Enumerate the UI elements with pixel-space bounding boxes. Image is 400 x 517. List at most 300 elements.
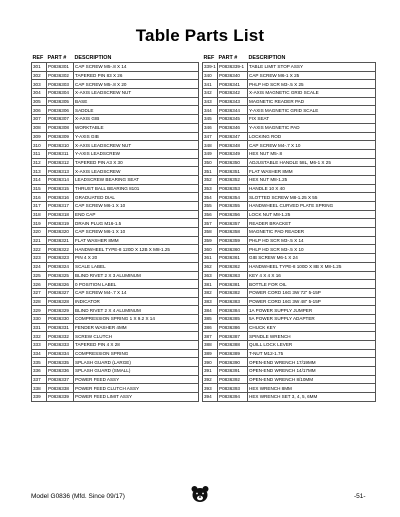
ref-cell: 394 <box>203 393 218 402</box>
table-row <box>203 175 376 184</box>
description-header: DESCRIPTION <box>74 55 112 61</box>
part-number-cell: P0836328 <box>47 297 74 306</box>
part-number-cell: P0836350 <box>218 158 248 167</box>
ref-cell: 352 <box>203 175 218 184</box>
ref-cell: 325 <box>32 271 47 280</box>
ref-cell: 330 <box>32 314 47 323</box>
table-row <box>203 184 376 193</box>
description-cell: HANDWHEEL TYPE-8 120D X 12B X M8-1.25 <box>74 245 199 254</box>
description-cell: MAGNETIC PAD READER <box>248 228 376 237</box>
description-cell: PHLP HD SCR M3-.5 X 25 <box>248 80 376 89</box>
description-cell: OPEN-END WRENCH 8/10MM <box>248 375 376 384</box>
part-number-cell: P0836314 <box>47 175 74 184</box>
table-row <box>203 393 376 402</box>
ref-cell: 359 <box>203 236 218 245</box>
part-number-cell: P0836335 <box>47 358 74 367</box>
description-cell: LOCKING ROD <box>248 132 376 141</box>
table-row <box>203 358 376 367</box>
description-cell: CAP SCREW M6-1 X 10 <box>74 228 199 237</box>
table-row <box>203 262 376 271</box>
part-number-cell: P0836308 <box>47 123 74 132</box>
table-row <box>203 375 376 384</box>
ref-cell: 334 <box>32 349 47 358</box>
table-row <box>32 367 199 376</box>
part-number-cell: P0836330 <box>47 314 74 323</box>
table-row <box>203 149 376 158</box>
ref-cell: 357 <box>203 219 218 228</box>
table-row <box>203 219 376 228</box>
ref-cell: 337 <box>32 375 47 384</box>
part-number-cell: P0836359 <box>218 236 248 245</box>
ref-cell: 319 <box>32 219 47 228</box>
table-row <box>32 349 199 358</box>
description-cell: FLAT WASHER 8MM <box>248 167 376 176</box>
table-row <box>32 271 199 280</box>
part-number-cell: P0836326 <box>47 280 74 289</box>
ref-cell: 392 <box>203 375 218 384</box>
table-row <box>32 297 199 306</box>
description-cell: POWER CORD 16G 3W 72" 5-15P <box>248 288 376 297</box>
bear-logo-icon <box>190 484 210 504</box>
description-cell: FLAT WASHER 8MM <box>74 236 199 245</box>
table-row <box>203 106 376 115</box>
ref-header: REF <box>32 55 44 61</box>
table-row <box>32 288 199 297</box>
description-cell: FENDER WASHER 4MM <box>74 323 199 332</box>
table-row <box>32 184 199 193</box>
part-number-cell: P0836392 <box>218 375 248 384</box>
description-cell: BOTTLE FOR OIL <box>248 280 376 289</box>
table-row <box>203 202 376 211</box>
table-row <box>32 106 199 115</box>
part-number-cell: P0836388 <box>218 341 248 350</box>
table-row <box>32 384 199 393</box>
description-cell: X-AXIS MAGNETIC GRID SCALE <box>248 89 376 98</box>
description-cell: X-AXIS LEADSCREW <box>74 167 199 176</box>
description-cell: COMPRESSION SPRING 1 X 9.2 X 14 <box>74 314 199 323</box>
ref-cell: 302 <box>32 71 47 80</box>
table-row <box>32 228 199 237</box>
description-cell: Y-AXIS MAGNETIC GRID SCALE <box>248 106 376 115</box>
description-cell: CAP SCREW M5-.8 X 20 <box>74 80 199 89</box>
part-number-cell: P0836309 <box>47 132 74 141</box>
part-number-cell: P0836303 <box>47 80 74 89</box>
description-cell: READER BRACKET <box>248 219 376 228</box>
table-row <box>32 210 199 219</box>
description-cell: BLIND RIVET 2 X 4 ALUMINUM <box>74 306 199 315</box>
ref-cell: 393 <box>203 384 218 393</box>
part-number-cell: P0836344 <box>218 106 248 115</box>
description-cell: SCALE LABEL <box>74 262 199 271</box>
part-number-cell: P0836322 <box>47 245 74 254</box>
description-cell: Y-AXIS GIB <box>74 132 199 141</box>
part-number-cell: P0836354 <box>218 193 248 202</box>
description-cell: T-NUT M12-1.75 <box>248 349 376 358</box>
ref-cell: 360 <box>203 245 218 254</box>
part-number-cell: P0836338 <box>47 384 74 393</box>
ref-cell: 303 <box>32 80 47 89</box>
part-number-cell: P0836345 <box>218 115 248 124</box>
table-header-row <box>203 54 376 63</box>
table-row <box>203 132 376 141</box>
description-cell: PHLP HD SCR M3-.5 X 10 <box>248 245 376 254</box>
description-cell: GIB SCREW M6-1 X 24 <box>248 254 376 263</box>
ref-cell: 350 <box>203 158 218 167</box>
table-row <box>203 97 376 106</box>
ref-cell: 347 <box>203 132 218 141</box>
table-row <box>203 123 376 132</box>
part-number-cell: P0836384 <box>218 306 248 315</box>
ref-cell: 317 <box>32 202 47 211</box>
description-cell: LEADSCREW BEARING SEAT <box>74 175 199 184</box>
table-row <box>32 167 199 176</box>
table-row <box>32 149 199 158</box>
ref-cell: 348 <box>203 141 218 150</box>
table-row <box>203 323 376 332</box>
ref-header: REF <box>203 55 215 61</box>
table-row <box>32 341 199 350</box>
description-cell: BASE <box>74 97 199 106</box>
table-row <box>203 210 376 219</box>
table-row <box>203 228 376 237</box>
part-number-cell: P0836316 <box>47 193 74 202</box>
description-cell: SLOTTED SCREW M8-1.25 X 55 <box>248 193 376 202</box>
table-row <box>203 236 376 245</box>
description-cell: ADJUSTABLE HANDLE 58L, M6-1 X 25 <box>248 158 376 167</box>
description-cell: THRUST BALL BEARING 8101 <box>74 184 199 193</box>
part-number-cell: P0836332 <box>47 332 74 341</box>
description-cell: X-AXIS LEADSCREW NUT <box>74 89 199 98</box>
ref-cell: 361 <box>203 254 218 263</box>
table-row <box>32 323 199 332</box>
description-cell: WORKTABLE <box>74 123 199 132</box>
description-cell: OPEN-END WRENCH 14/17MM <box>248 367 376 376</box>
part-number-cell: P0836301 <box>47 63 74 72</box>
ref-cell: 322 <box>32 245 47 254</box>
part-number-cell: P0836353 <box>218 184 248 193</box>
ref-cell: 311 <box>32 149 47 158</box>
description-cell: HEX NUT M8-1.25 <box>248 175 376 184</box>
description-cell: SADDLE <box>74 106 199 115</box>
table-row <box>32 80 199 89</box>
description-cell: HEX NUT M5-.8 <box>248 149 376 158</box>
part-number-cell: P0836306 <box>47 106 74 115</box>
part-number-cell: P0836348 <box>218 141 248 150</box>
ref-cell: 389 <box>203 349 218 358</box>
table-row <box>32 97 199 106</box>
ref-cell: 388 <box>203 341 218 350</box>
part-number-cell: P0836321 <box>47 236 74 245</box>
ref-cell: 309 <box>32 132 47 141</box>
part-number-cell: P0836363 <box>218 271 248 280</box>
ref-cell: 386 <box>203 323 218 332</box>
part-number-cell: P0836356 <box>218 210 248 219</box>
part-number-cell: P0836329 <box>47 306 74 315</box>
ref-cell: 332 <box>32 332 47 341</box>
table-row <box>32 245 199 254</box>
table-row <box>203 297 376 306</box>
description-cell: GRADUATED DIAL <box>74 193 199 202</box>
part-header: PART # <box>218 55 238 61</box>
table-row <box>203 349 376 358</box>
description-cell: POWER FEED CLUTCH ASSY <box>74 384 199 393</box>
ref-cell: 310 <box>32 141 47 150</box>
description-cell: CHUCK KEY <box>248 323 376 332</box>
table-row <box>203 271 376 280</box>
ref-cell: 346 <box>203 123 218 132</box>
part-number-cell: P0836389 <box>218 349 248 358</box>
ref-cell: 312 <box>32 158 47 167</box>
table-row <box>203 158 376 167</box>
part-number-cell: P0836312 <box>47 158 74 167</box>
page-number: -51- <box>354 493 366 500</box>
page-title: Table Parts List <box>135 26 265 45</box>
description-cell: CAP SCREW M5-.8 X 14 <box>74 63 199 72</box>
ref-cell: 329 <box>32 306 47 315</box>
description-cell: 5A POWER SUPPLY ADAPTER <box>248 314 376 323</box>
description-cell: POWER CORD 16G 3W 48" 5-15P <box>248 297 376 306</box>
part-number-cell: P0836361 <box>218 254 248 263</box>
description-cell: FIX SEAT <box>248 115 376 124</box>
ref-cell: 382 <box>203 288 218 297</box>
ref-cell: 333 <box>32 341 47 350</box>
description-cell: PIN 4 X 20 <box>74 254 199 263</box>
table-row <box>32 314 199 323</box>
description-cell: PHLP HD SCR M3-.5 X 14 <box>248 236 376 245</box>
table-row <box>32 115 199 124</box>
ref-cell: 314 <box>32 175 47 184</box>
description-cell: HEX WRENCH SET 3, 4, 5, 6MM <box>248 393 376 402</box>
table-row <box>203 288 376 297</box>
table-row <box>32 123 199 132</box>
ref-cell: 327 <box>32 288 47 297</box>
ref-cell: 320 <box>32 228 47 237</box>
part-number-cell: P0836393 <box>218 384 248 393</box>
ref-cell: 387 <box>203 332 218 341</box>
description-cell: Y-AXIS LEADSCREW <box>74 149 199 158</box>
ref-cell: 331 <box>32 323 47 332</box>
ref-cell: 354 <box>203 193 218 202</box>
ref-cell: 339 <box>32 393 47 402</box>
ref-cell: 341 <box>203 80 218 89</box>
table-row <box>203 141 376 150</box>
ref-cell: 358 <box>203 228 218 237</box>
description-cell: HANDWHEEL TYPE-8 100D X 8B X M8-1.25 <box>248 262 376 271</box>
description-cell: HANDLE 10 X 40 <box>248 184 376 193</box>
ref-cell: 351 <box>203 167 218 176</box>
ref-cell: 328 <box>32 297 47 306</box>
ref-cell: 335 <box>32 358 47 367</box>
ref-cell: 353 <box>203 184 218 193</box>
ref-cell: 323 <box>32 254 47 263</box>
ref-cell: 343 <box>203 97 218 106</box>
table-row <box>32 254 199 263</box>
description-cell: MAGNETIC READER PAD <box>248 97 376 106</box>
table-row <box>203 341 376 350</box>
table-row <box>203 193 376 202</box>
part-number-cell: P0836304 <box>47 89 74 98</box>
ref-cell: 344 <box>203 106 218 115</box>
part-number-cell: P0836334 <box>47 349 74 358</box>
ref-cell: 304 <box>32 89 47 98</box>
ref-cell: 355 <box>203 202 218 211</box>
part-number-cell: P0836317 <box>47 202 74 211</box>
table-row <box>203 167 376 176</box>
table-row <box>32 219 199 228</box>
part-number-cell: P0836382 <box>218 288 248 297</box>
table-row <box>32 132 199 141</box>
ref-cell: 307 <box>32 115 47 124</box>
part-number-cell: P0836323 <box>47 254 74 263</box>
description-cell: POWER FEED ASSY <box>74 375 199 384</box>
description-cell: OPEN-END WRENCH 17/19MM <box>248 358 376 367</box>
ref-cell: 381 <box>203 280 218 289</box>
part-number-cell: P0836385 <box>218 314 248 323</box>
ref-cell: 385 <box>203 314 218 323</box>
table-row <box>32 158 199 167</box>
part-number-cell: P0836347 <box>218 132 248 141</box>
description-cell: KEY 4 X 4 X 16 <box>248 271 376 280</box>
part-number-cell: P0836333 <box>47 341 74 350</box>
part-number-cell: P0836302 <box>47 71 74 80</box>
ref-cell: 342 <box>203 89 218 98</box>
ref-cell: 305 <box>32 97 47 106</box>
table-row <box>32 89 199 98</box>
ref-cell: 326 <box>32 280 47 289</box>
description-cell: TAPERED PIN 4 X 28 <box>74 341 199 350</box>
description-cell: SCREW CLUTCH <box>74 332 199 341</box>
part-number-cell: P0836318 <box>47 210 74 219</box>
description-cell: TAPERED PIN A3 X 30 <box>74 158 199 167</box>
part-header: PART # <box>47 55 67 61</box>
ref-cell: 313 <box>32 167 47 176</box>
description-cell: TAPERED PIN 83 X 26 <box>74 71 199 80</box>
part-number-cell: P0836383 <box>218 297 248 306</box>
part-number-cell: P0836339-1 <box>218 63 248 72</box>
part-number-cell: P0836325 <box>47 271 74 280</box>
table-row <box>203 254 376 263</box>
part-number-cell: P0836390 <box>218 358 248 367</box>
table-row <box>203 63 376 72</box>
ref-cell: 338 <box>32 384 47 393</box>
part-number-cell: P0836341 <box>218 80 248 89</box>
table-row <box>32 393 199 402</box>
table-row <box>203 384 376 393</box>
ref-cell: 339-1 <box>204 64 216 70</box>
part-number-cell: P0836360 <box>218 245 248 254</box>
part-number-cell: P0836351 <box>218 167 248 176</box>
parts-table-left <box>31 54 199 402</box>
parts-table-right <box>202 54 376 402</box>
table-row <box>203 367 376 376</box>
table-row <box>203 314 376 323</box>
table-row <box>32 175 199 184</box>
description-header: DESCRIPTION <box>248 55 286 61</box>
description-cell: QUILL LOCK LEVER <box>248 341 376 350</box>
table-row <box>32 306 199 315</box>
ref-cell: 356 <box>203 210 218 219</box>
description-cell: HEX WRENCH 8MM <box>248 384 376 393</box>
ref-cell: 321 <box>32 236 47 245</box>
part-number-cell: P0836313 <box>47 167 74 176</box>
table-row <box>32 202 199 211</box>
part-number-cell: P0836337 <box>47 375 74 384</box>
table-row <box>32 280 199 289</box>
table-row <box>32 262 199 271</box>
table-row <box>32 63 199 72</box>
table-row <box>203 80 376 89</box>
part-number-cell: P0836362 <box>218 262 248 271</box>
ref-cell: 345 <box>203 115 218 124</box>
description-cell: 1A POWER SUPPLY JUMPER <box>248 306 376 315</box>
ref-cell: 363 <box>203 271 218 280</box>
ref-cell: 318 <box>32 210 47 219</box>
table-row <box>203 332 376 341</box>
description-cell: X-AXIS GIB <box>74 115 199 124</box>
part-number-cell: P0836386 <box>218 323 248 332</box>
ref-cell: 315 <box>32 184 47 193</box>
ref-cell: 308 <box>32 123 47 132</box>
part-number-cell: P0836305 <box>47 97 74 106</box>
part-number-cell: P0836357 <box>218 219 248 228</box>
table-row <box>32 193 199 202</box>
ref-cell: 383 <box>203 297 218 306</box>
ref-cell: 316 <box>32 193 47 202</box>
description-cell: TABLE LIMIT STOP ASSY <box>248 63 376 72</box>
table-row <box>32 358 199 367</box>
description-cell: INDICATOR <box>74 297 199 306</box>
table-row <box>203 306 376 315</box>
ref-cell: 391 <box>203 367 218 376</box>
table-header-row <box>32 54 199 63</box>
ref-cell: 336 <box>32 367 47 376</box>
table-row <box>32 71 199 80</box>
part-number-cell: P0836352 <box>218 175 248 184</box>
ref-cell: 349 <box>203 149 218 158</box>
description-cell: CAP SCREW M6-1 X 25 <box>248 71 376 80</box>
ref-cell: 390 <box>203 358 218 367</box>
table-row <box>203 115 376 124</box>
ref-cell: 324 <box>32 262 47 271</box>
part-number-cell: P0836387 <box>218 332 248 341</box>
description-cell: POWER FEED LIMIT ASSY <box>74 393 199 402</box>
ref-cell: 340 <box>203 71 218 80</box>
part-number-cell: P0836381 <box>218 280 248 289</box>
description-cell: BLIND RIVET 2 X 3 ALUMINUM <box>74 271 199 280</box>
description-cell: 0 POSITION LABEL <box>74 280 199 289</box>
part-number-cell: P0836320 <box>47 228 74 237</box>
part-number-cell: P0836336 <box>47 367 74 376</box>
part-number-cell: P0836311 <box>47 149 74 158</box>
part-number-cell: P0836342 <box>218 89 248 98</box>
table-row <box>32 375 199 384</box>
table-row <box>203 89 376 98</box>
part-number-cell: P0836340 <box>218 71 248 80</box>
description-cell: DRAIN PLUG M16-1.5 <box>74 219 199 228</box>
part-number-cell: P0836310 <box>47 141 74 150</box>
description-cell: HANDWHEEL CURVED PLATE SPRING <box>248 202 376 211</box>
table-row <box>203 245 376 254</box>
part-number-cell: P0836358 <box>218 228 248 237</box>
table-row <box>32 236 199 245</box>
description-cell: SPLASH GUARD (LARGE) <box>74 358 199 367</box>
description-cell: SPINDLE WRENCH <box>248 332 376 341</box>
ref-cell: 384 <box>203 306 218 315</box>
table-row <box>203 280 376 289</box>
table-row <box>32 332 199 341</box>
part-number-cell: P0836331 <box>47 323 74 332</box>
description-cell: CAP SCREW M4-.7 X 10 <box>248 141 376 150</box>
